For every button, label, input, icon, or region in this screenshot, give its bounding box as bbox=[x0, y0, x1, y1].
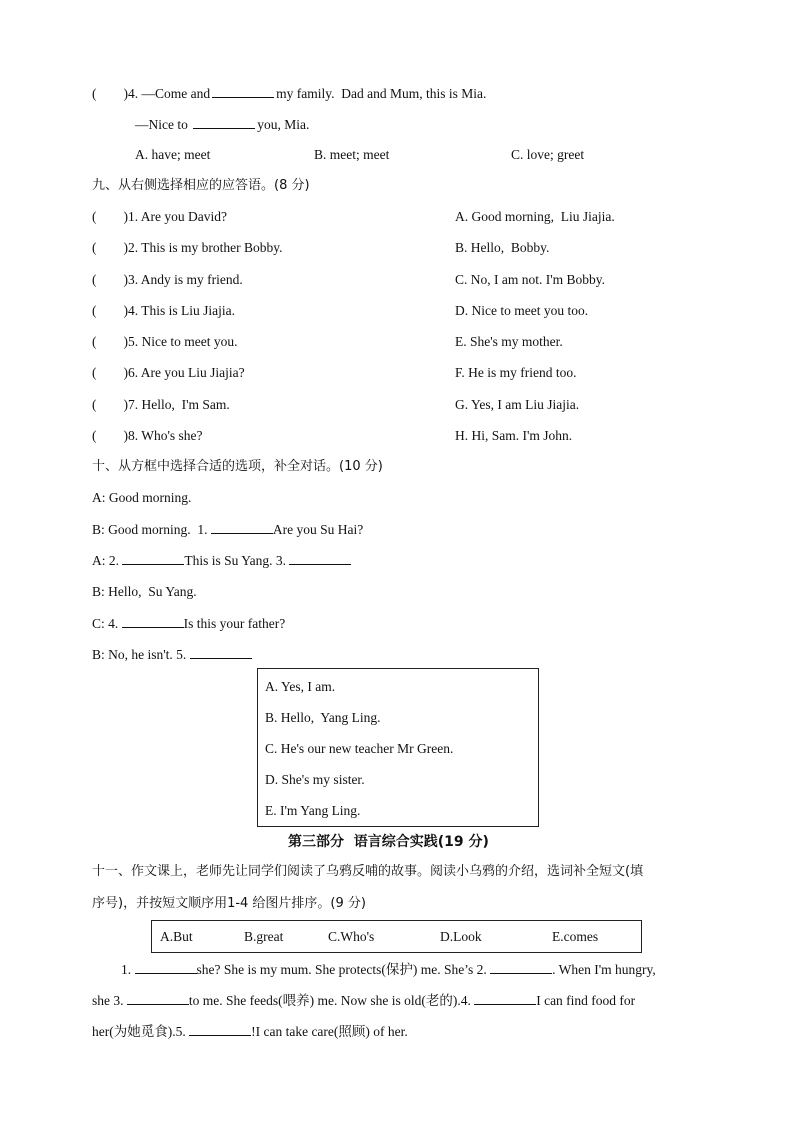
box-option-d: D. She's my sister. bbox=[265, 772, 365, 787]
s9-answer-b: B. Hello, Bobby. bbox=[455, 240, 550, 255]
part3-title: 第三部分 语言综合实践(19 分) bbox=[288, 834, 489, 850]
s9-question-1: ( )1. Are you David? bbox=[92, 209, 227, 224]
s10-line-3-mid: This is Su Yang. 3. bbox=[184, 553, 287, 568]
s9-question-4: ( )4. This is Liu Jiajia. bbox=[92, 303, 235, 318]
answer-blank[interactable] bbox=[289, 551, 351, 565]
passage-1-b: she? She is my mum. She protects(保护) me. She’s 2. bbox=[196, 962, 487, 977]
word-option-d: D.Look bbox=[440, 929, 482, 944]
s9-answer-c: C. No, I am not. I'm Bobby. bbox=[455, 272, 606, 287]
s9-answer-g: G. Yes, I am Liu Jiajia. bbox=[455, 397, 580, 412]
q4-option-c: C. love; greet bbox=[511, 147, 585, 162]
s9-answer-d: D. Nice to meet you too. bbox=[455, 303, 589, 318]
q4-mid: my family. Dad and Mum, this is Mia. bbox=[276, 86, 487, 101]
answer-blank[interactable] bbox=[490, 960, 552, 974]
s10-line-6 bbox=[92, 645, 252, 664]
q4-reply-suffix: you, Mia. bbox=[257, 117, 310, 132]
s10-line-2 bbox=[92, 520, 363, 539]
box-option-e: E. I'm Yang Ling. bbox=[265, 803, 361, 818]
section9-heading: 九、从右侧选择相应的应答语。(8 分) bbox=[92, 178, 310, 193]
s9-answer-f: F. He is my friend too. bbox=[455, 365, 577, 380]
answer-blank[interactable] bbox=[127, 991, 189, 1005]
word-option-c: C.Who's bbox=[328, 929, 375, 944]
passage-2-c: I can find food for bbox=[536, 993, 636, 1008]
box-option-a: A. Yes, I am. bbox=[265, 679, 336, 694]
passage-1-c: . When I'm hungry, bbox=[552, 962, 656, 977]
s10-line-5 bbox=[92, 614, 285, 633]
s9-answer-e: E. She's my mother. bbox=[455, 334, 563, 349]
s9-question-6: ( )6. Are you Liu Jiajia? bbox=[92, 365, 245, 380]
answer-blank[interactable] bbox=[190, 645, 252, 659]
passage-line-2 bbox=[92, 991, 635, 1010]
word-option-e: E.comes bbox=[552, 929, 599, 944]
s10-line-3-start: A: 2. bbox=[92, 553, 119, 568]
box-option-c: C. He's our new teacher Mr Green. bbox=[265, 741, 454, 756]
passage-1-a: 1. bbox=[121, 962, 132, 977]
q4-line bbox=[92, 84, 486, 103]
passage-2-a: she 3. bbox=[92, 993, 124, 1008]
s10-line-3 bbox=[92, 551, 351, 570]
q4-prefix: ( )4. —Come and bbox=[92, 86, 211, 101]
word-box bbox=[151, 920, 642, 953]
s9-answer-a: A. Good morning, Liu Jiajia. bbox=[455, 209, 615, 224]
section11-heading-line1: 十一、作文课上，老师先让同学们阅读了乌鸦反哺的故事。阅读小乌鸦的介绍，选词补全短文(填 bbox=[92, 864, 644, 879]
section11-heading-line2: 序号)，并按短文顺序用1-4 给图片排序。(9 分) bbox=[92, 896, 366, 911]
option-box bbox=[257, 668, 539, 827]
answer-blank[interactable] bbox=[193, 115, 255, 129]
answer-blank[interactable] bbox=[212, 84, 274, 98]
answer-blank[interactable] bbox=[211, 520, 273, 534]
q4-option-a: A. have; meet bbox=[135, 147, 211, 162]
section10-heading: 十、从方框中选择合适的选项，补全对话。(10 分) bbox=[92, 459, 383, 474]
passage-2-b: to me. She feeds(喂养) me. Now she is old(老的).4. bbox=[188, 993, 471, 1008]
word-option-b: B.great bbox=[244, 929, 284, 944]
s9-answer-h: H. Hi, Sam. I'm John. bbox=[455, 428, 573, 443]
s9-question-3: ( )3. Andy is my friend. bbox=[92, 272, 243, 287]
s9-question-8: ( )8. Who's she? bbox=[92, 428, 203, 443]
s10-line-5-end: Is this your father? bbox=[183, 616, 286, 631]
q4-option-b: B. meet; meet bbox=[314, 147, 390, 162]
s10-line-2-start: B: Good morning. 1. bbox=[92, 522, 208, 537]
passage-3-b: !I can take care(照顾) of her. bbox=[251, 1024, 408, 1039]
q4-reply-prefix: —Nice to bbox=[135, 117, 188, 132]
s9-question-2: ( )2. This is my brother Bobby. bbox=[92, 240, 283, 255]
answer-blank[interactable] bbox=[122, 551, 184, 565]
answer-blank[interactable] bbox=[135, 960, 197, 974]
passage-line-1 bbox=[121, 960, 656, 979]
s10-line-6-start: B: No, he isn't. 5. bbox=[92, 647, 187, 662]
s10-line-2-end: Are you Su Hai? bbox=[272, 522, 364, 537]
answer-blank[interactable] bbox=[122, 614, 184, 628]
s10-line-5-start: C: 4. bbox=[92, 616, 119, 631]
s9-question-7: ( )7. Hello, I'm Sam. bbox=[92, 397, 230, 412]
answer-blank[interactable] bbox=[474, 991, 536, 1005]
word-option-a: A.But bbox=[160, 929, 193, 944]
answer-blank[interactable] bbox=[189, 1022, 251, 1036]
passage-line-3 bbox=[92, 1022, 408, 1041]
q4-reply-line bbox=[135, 115, 309, 134]
box-option-b: B. Hello, Yang Ling. bbox=[265, 710, 381, 725]
s9-question-5: ( )5. Nice to meet you. bbox=[92, 334, 238, 349]
passage-3-a: her(为她觅食).5. bbox=[92, 1024, 186, 1039]
s10-line-1: A: Good morning. bbox=[92, 490, 192, 505]
s10-line-4: B: Hello, Su Yang. bbox=[92, 584, 197, 599]
